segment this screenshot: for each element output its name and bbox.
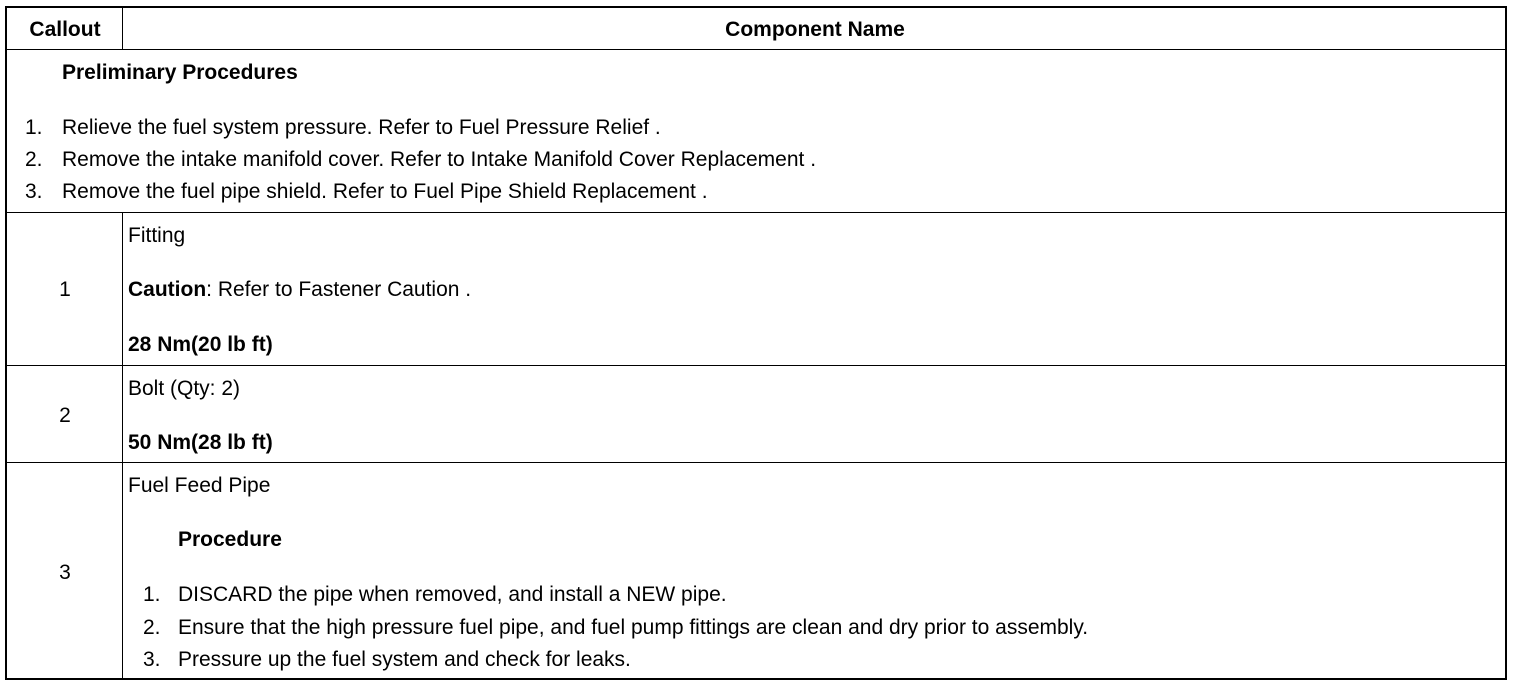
procedure-step-num: 1. (143, 583, 161, 606)
preliminary-step-num: 2. (25, 148, 43, 171)
preliminary-title: Preliminary Procedures (62, 61, 298, 84)
header-callout: Callout (29, 18, 101, 41)
preliminary-step-num: 1. (25, 116, 43, 139)
row-divider (7, 365, 1505, 366)
procedure-step-text: Ensure that the high pressure fuel pipe, and fuel pump fittings are clean and dry prior to assembly. (178, 616, 1089, 639)
component-name: Bolt (Qty: 2) (128, 377, 241, 400)
component-name: Fitting (128, 224, 186, 247)
row-divider (7, 212, 1505, 213)
component-name: Fuel Feed Pipe (128, 474, 271, 497)
row-divider (7, 49, 1505, 50)
row-callout: 3 (59, 561, 71, 584)
header-component-name: Component Name (725, 18, 905, 41)
procedure-step-text: Pressure up the fuel system and check for leaks. (178, 648, 631, 671)
procedure-title: Procedure (178, 528, 282, 551)
procedure-step-num: 3. (143, 648, 161, 671)
caution-note (128, 278, 471, 302)
row-callout: 2 (59, 404, 71, 427)
component-table (5, 6, 1507, 680)
preliminary-step-text: Relieve the fuel system pressure. Refer to Fuel Pressure Relief . (62, 116, 661, 139)
preliminary-step-num: 3. (25, 180, 43, 203)
header-divider (122, 8, 123, 49)
procedure-step-num: 2. (143, 616, 161, 639)
preliminary-step-text: Remove the fuel pipe shield. Refer to Fuel Pipe Shield Replacement . (62, 180, 708, 203)
procedure-step-text: DISCARD the pipe when removed, and install a NEW pipe. (178, 583, 727, 606)
preliminary-step-text: Remove the intake manifold cover. Refer to Intake Manifold Cover Replacement . (62, 148, 817, 171)
caution-text: : Refer to Fastener Caution . (206, 278, 472, 301)
row-divider (7, 462, 1505, 463)
row-callout: 1 (59, 278, 71, 301)
torque-spec: 28 Nm(20 lb ft) (128, 333, 273, 356)
torque-spec: 50 Nm(28 lb ft) (128, 431, 273, 454)
caution-label: Caution (128, 278, 207, 301)
